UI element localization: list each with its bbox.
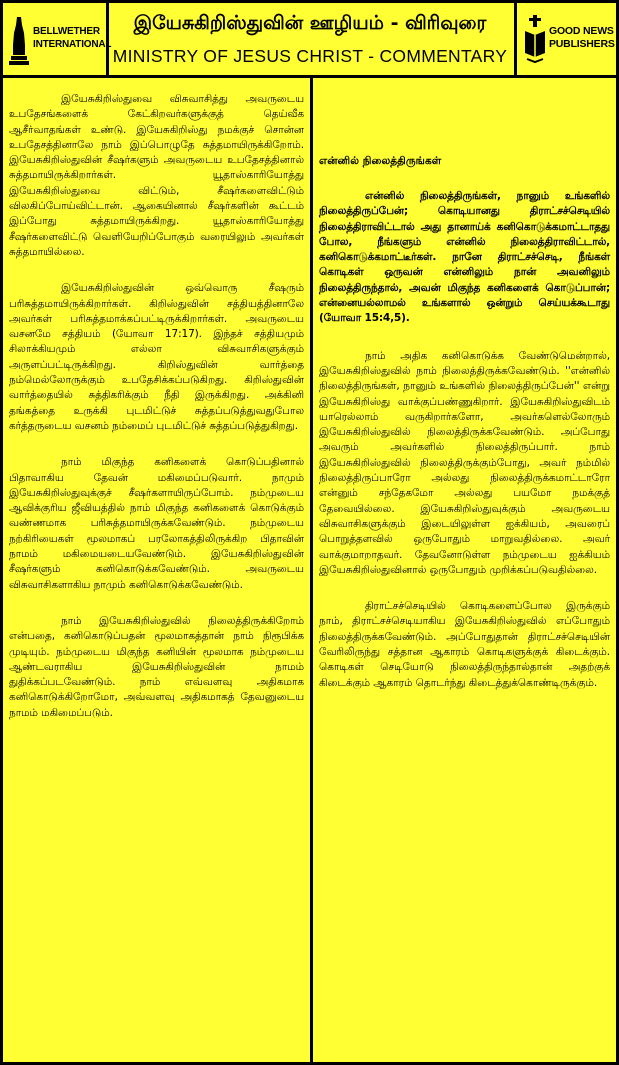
title-cell [109,3,517,75]
right-logo-text: GOOD NEWS PUBLISHERS [549,25,615,50]
scripture-verse: என்னில் நிலைத்திருங்கள், நானும் உங்களில் நிலைத்திருப்பேன்; கொடியானது திராட்சச்செடியில் நிலைத்திராவிட்டால் அது தானாய்க் கனிகொடுக்கமாட்டாதது போல, நீங்களும் என்னில் நிலைத்திராவிட்டால், கனிகொடுக்கமாட்டீர்கள். நானே திராட்சச்செடி, நீங்கள் கொடிகள் ஒருவன் என்னிலும் நான் அவனிலும் நிலைத்திருந்தால், அவன் மிகுந்த கனிகளைக் கொடுப்பான்; என்னையல்லாமல் உங்களால் ஒன்றும் செய்யக்கூடாது (யோவா 15:4,5). [319,190,610,325]
left-column [3,78,313,1062]
title-tamil: இயேசுகிறிஸ்துவின் ஊழியம் - விரிவுரை [133,12,487,34]
left-paragraph-2: இயேசுகிறிஸ்துவின் ஒவ்வொரு சீஷரும் பரிசுத்தமாயிருக்கிறார்கள். கிறிஸ்துவின் சத்தியத்தினாலே அவர்கள் பரிசுத்தமாக்கப்பட்டிருக்கிறார்கள். அவருடைய வசனமே சத்தியம் (யோவா 17:17). இந்தச் சத்தியமும் சிலாக்கியமும் எல்லா விசுவாசிகளுக்கும் அருளப்பட்டிருக்கிறது. கிறிஸ்துவின் வார்த்தை நம்மெல்லோருக்கும் உபதேசிக்கப்படுகிறது. கிறிஸ்துவின் வார்த்தையில் சுத்திகரிக்கும் நீதி இருக்கிறது. அக்கினி தங்கத்தை உருக்கி புடமிட்டுச் சுத்தப்படுத்துவதுபோல கர்த்தருடைய வசனம் நம்மைப் புடமிட்டுச் சுத்தப்படுத்துகிறது. [9,282,304,432]
right-paragraph-1: நாம் அதிக கனிகொடுக்க வேண்டுமென்றால், இயேசுகிறிஸ்துவில் நாம் நிலைத்திருக்கவேண்டும். ''என்னில் நிலைத்திருங்கள், நானும் உங்களில் நிலைத்திருப்பேன்'' என்று இயேசுகிறிஸ்து வாக்குப்பண்ணுகிறார். இயேசுகிறிஸ்துவிடம் யாரெல்லாம் வருகிறார்களோ, அவர்களெல்லோரும் இயேசுகிறிஸ்துவில் நிலைத்திருக்கவேண்டும். அப்போது அவரும் அவர்களில் நிலைத்திருப்பார். நாம் இயேசுகிறிஸ்துவில் நிலைத்திருக்கும்போது, அவர் நம்மில் நிலைத்திருப்பாரோ அல்லது நிலைத்திருக்கமாட்டாரோ என்னும் சந்தேகமோ அல்லது பயமோ நமக்குத் தேவையில்லை. இயேசுகிறிஸ்துவுக்கும் அவருடைய விசுவாசிகளுக்கும் இடையிலுள்ள ஐக்கியம், அவரைப் பொறுத்தளவில் ஒருபோதும் மாறுவதில்லை. அவர் வாக்குமாறாதவர். தேவனோடுள்ள நம்முடைய ஐக்கியம் இயேசுகிறிஸ்துவினால் ஒருபோதும் முறிக்கப்படுவதில்லை. [319,349,610,576]
right-paragraph-2: திராட்சச்செடியில் கொடிகளைப்போல இருக்கும் நாம், திராட்சச்செடியாகிய இயேசுகிறிஸ்துவில் எப்போதும் நிலைத்திருக்கவேண்டும். அப்போதுதான் திராட்சச்செடியின் வேரிலிருந்து சத்தான ஆகாரம் கொடிகளுக்குக் கிடைக்கும். கொடிகள் செடியோடு நிலைத்திருந்தால்தான் அதற்குக் கிடைக்கும் ஆகாரம் தொடர்ந்து கிடைத்துக்கொண்டிருக்கும். [319,600,610,689]
left-paragraph-4: நாம் இயேசுகிறிஸ்துவில் நிலைத்திருக்கிறோம் என்பதை, கனிகொடுப்பதன் மூலமாகத்தான் நாம் நிரூபிக்க முடியும். நம்முடைய மிகுந்த கனியின் மூலமாக நம்முடைய ஆண்டவராகிய இயேசுகிறிஸ்துவின் நாமம் துதிக்கப்படவேண்டும். நாம் எவ்வளவு அதிகமாக கனிகொடுக்கிறோமோ, அவ்வளவு அதிகமாகத் தேவனுடைய நாமம் மகிமைப்படும். [9,614,304,719]
right-column [313,78,616,1062]
left-paragraph-3: நாம் மிகுந்த கனிகளைக் கொடுப்பதினால் பிதாவாகிய தேவன் மகிமைப்படுவார். நாமும் இயேசுகிறிஸ்துவுக்குச் சீஷர்களாயிருப்போம். நம்முடைய ஆவிக்குரிய ஜீவியத்தில் நாம் மிகுந்த கனிகளைக் கொடுக்கும் வண்ணமாக பரிசுத்தமாயிருக்கவேண்டும். நம்முடைய நற்கிரியைகள் மூலமாகப் பரலோகத்திலிருக்கிற பிதாவின் நாமம் மகிமையடையவேண்டும். இயேசுகிறிஸ்துவின் சீஷர்களும் கனிகொடுக்கவேண்டும். அவருடைய விசுவாசிகளாகிய நாமும் கனிகொடுக்கவேண்டும். [9,456,304,591]
open-book-icon [523,15,547,67]
section-heading: என்னில் நிலைத்திருங்கள் [319,155,442,167]
left-logo-text: BELLWETHER INTERNATIONAL [33,26,112,50]
title-english: MINISTRY OF JESUS CHRIST - COMMENTARY [112,46,508,66]
praying-hands-icon [9,15,29,67]
good-news-logo [523,11,619,71]
bellwether-logo [9,11,112,71]
left-logo-cell [3,3,112,75]
right-logo-cell [517,3,616,75]
header [0,0,619,78]
left-paragraph-1: இயேசுகிறிஸ்துவை விசுவாசித்து அவருடைய உபதேசங்களைக் கேட்கிறவர்களுக்குத் தெய்வீக ஆசீர்வாதங்கள் உண்டு. இயேசுகிறிஸ்து நமக்குச் சொன்ன உபதேசத்தினாலே நாம் இப்பொழுதே சுத்தமாயிருக்கிறோம். இயேசுகிறிஸ்துவின் சீஷர்களும் அவருடைய உபதேசத்தினால் சுத்தமாயிருக்கிறார்கள். யூதாஸ்காரியோத்து இயேசுகிறிஸ்துவை விட்டும், சீஷர்களைவிட்டும் விலகிப்போய்விட்டான். ஆகையினால் சீஷர்களின் கூட்டம் இப்போது சுத்தமாயிருக்கிறது. யூதாஸ்காரியோத்து சீஷர்களைவிட்டு வெளியேறிப்போகும் வரையிலும் அவர்கள் சுத்தமாயில்லை. [9,93,304,258]
content-columns [0,78,619,1065]
